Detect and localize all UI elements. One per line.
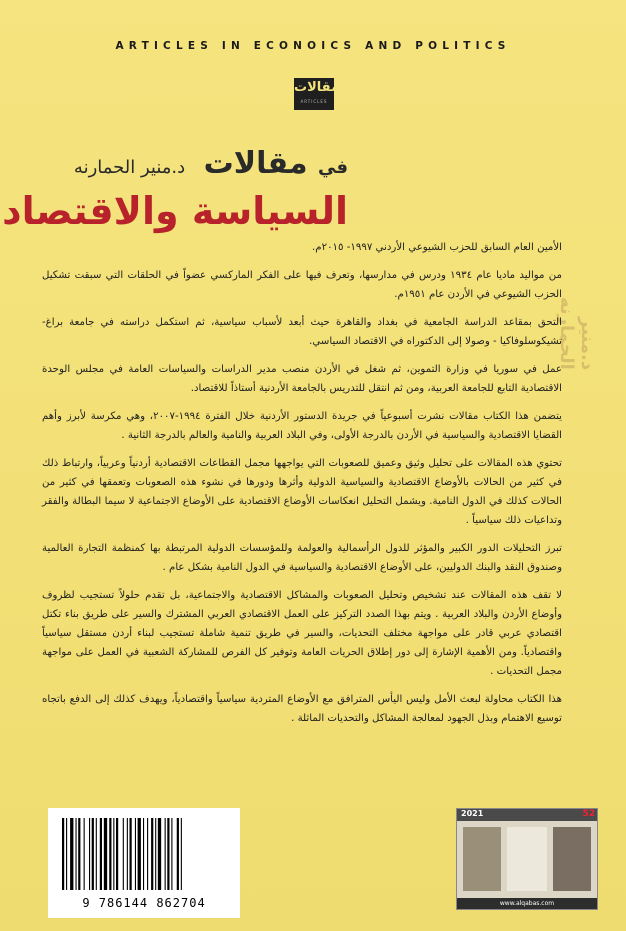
side-author-watermark: د.منير الحمارنه (556, 297, 598, 370)
barcode-bars (60, 818, 230, 890)
barcode-bar (104, 818, 107, 890)
title-word: مقالات (203, 146, 308, 181)
blurb-paragraph: تبرز التحليلات الدور الكبير والمؤثر للدول الرأسمالية والعولمة وللمؤسسات الدولية المرتبطة بها كمنظمة التجارة العالمية وصندوق النقد والبنك الدوليين، على الأوضاع الاقتصادية والسياسية في الدول النامية بشكل عام . (42, 543, 562, 573)
barcode-bar (171, 818, 172, 890)
blurb-paragraph: عمل في سوريا في وزارة التموين، ثم شغل في الأردن منصب مدير الدراسات والسياسات العامة في مجلس الوحدة الاقتصادية التابع للجامعة العربية، ومن ثم انتقل للتدريس بالجامعة الأردنية أستاذاً للاقتصاد. (42, 364, 562, 394)
barcode-bar (78, 818, 80, 890)
barcode-bar (109, 818, 111, 890)
barcode-bar (138, 818, 141, 890)
ad-image-left (463, 827, 501, 891)
barcode-bar (84, 818, 85, 890)
barcode-bar (100, 818, 102, 890)
barcode-bar (155, 818, 156, 890)
publisher-logo-text: مقالات (294, 80, 340, 95)
barcode-bar (62, 818, 64, 890)
advertisement-sticker (456, 808, 598, 910)
blurb-paragraph: لا تقف هذه المقالات عند تشخيص وتحليل الصعوبات والمشاكل الاقتصادية والاجتماعية، بل تقدم حلولاً تستجيب لظروف وأوضاع الأردن والبلاد العربية . ويتم بهذا الصدد التركيز على العمل الاقتصادي العربي المشترك والسير على طريق بناء تكتل اقتصادي عربي قادر على مواجهة مختلف التحديات، والسير في طريق تنمية شاملة تستجيب لبناء أردن مستقل سياسياً واقتصادياً. ومن الأهمية الإشارة إلى دور إطلاق الحريات العامة وتوفير كل الفرص للمشاركة الشعبية في العمل على مواجهة مجمل التحديات . (42, 590, 562, 677)
blurb-paragraph: هذا الكتاب محاولة لبعث الأمل وليس اليأس المترافق مع الأوضاع المتردية سياسياً واقتصادياً، ويهدف كذلك إلى الدفع باتجاه توسيع الاهتمام وبذل الجهود لمعالجة المشاكل والتحديات الماثلة . (42, 694, 562, 724)
barcode-bar (177, 818, 179, 890)
title-line-1 (2, 145, 348, 187)
barcode-bar (135, 818, 136, 890)
barcode-bar (113, 818, 114, 890)
isbn-number: 9 786144 862704 (82, 896, 206, 910)
blurb-paragraph: تحتوي هذه المقالات على تحليل وثيق وعميق للصعوبات التي يواجهها مجمل القطاعات الاقتصادية أردنياً وعربياً، وارتباط ذلك في كثير من الحالات بالأوضاع الاقتصادية والسياسية الدولية وأثرها ودورها في نشوء هذه الصعوبات وتعمقها في كثير من الحالات كذلك في الدول النامية. ويشمل التحليل انعكاسات الأوضاع الاقتصادية على الأوضاع الاجتماعية لا سيما البطالة والفقر وتداعيات ذلك سياسياً . (42, 458, 562, 526)
barcode-bar (165, 818, 166, 890)
barcode-bar (151, 818, 153, 890)
blurb-paragraph: من مواليد ماديا عام ١٩٣٤ ودرس في مدارسها، وتعرف فيها على الفكر الماركسي عضواً في الحلقات التي سبقت تشكيل الحزب الشيوعي في الأردن عام ١٩٥١م. (42, 270, 562, 300)
barcode-bar (130, 818, 132, 890)
barcode-bar (143, 818, 144, 890)
barcode-bar (96, 818, 97, 890)
barcode-bar (167, 818, 169, 890)
ad-image-center (507, 827, 547, 891)
barcode-bar (181, 818, 182, 890)
barcode-bar (66, 818, 67, 890)
publisher-logo (294, 78, 340, 110)
barcode-bar (127, 818, 128, 890)
series-title: ARTICLES IN ECONOICS AND POLITICS (115, 40, 511, 52)
barcode-bar (147, 818, 148, 890)
blurb-paragraph: الأمين العام السابق للحزب الشيوعي الأردني ١٩٩٧- ٢٠١٥م. (312, 242, 562, 253)
book-title-block (2, 145, 348, 235)
publisher-logo-subtext: ARTICLES (300, 99, 328, 104)
ad-image-right (553, 827, 591, 891)
title-in: في (318, 157, 348, 178)
barcode-bar (92, 818, 94, 890)
blurb-paragraph: يتضمن هذا الكتاب مقالات نشرت أسبوعياً في جريدة الدستور الأردنية خلال الفترة ١٩٩٤-٢٠٠٧، وهي مكرسة لأبرز وأهم القضايا الاقتصادية والسياسية في الأردن بالدرجة الأولى، وفي البلاد العربية والنامية والعالم بالدرجة الثانية . (42, 411, 562, 441)
book-subtitle: السياسة والاقتصاد (2, 189, 348, 233)
ad-year: 2021 (461, 809, 484, 818)
ad-url: www.alqabas.com (457, 898, 597, 909)
author-name: د.منير الحمارنه (73, 157, 186, 178)
blurb-paragraph: التحق بمقاعد الدراسة الجامعية في بغداد والقاهرة حيث أبعد لأسباب سياسية، ثم استكمل دراسته في جامعة براغ- تشيكوسلوفاكيا - وصولا إلى الدكتوراه في الاقتصاد السياسي. (42, 317, 562, 347)
barcode-bar (123, 818, 124, 890)
ad-issue-number: 52 (582, 809, 595, 819)
barcode-bar (116, 818, 118, 890)
barcode-bar (89, 818, 90, 890)
barcode-bar (158, 818, 161, 890)
barcode (48, 808, 240, 918)
barcode-bar (70, 818, 73, 890)
blurb-text (42, 238, 562, 737)
barcode-bar (76, 818, 77, 890)
